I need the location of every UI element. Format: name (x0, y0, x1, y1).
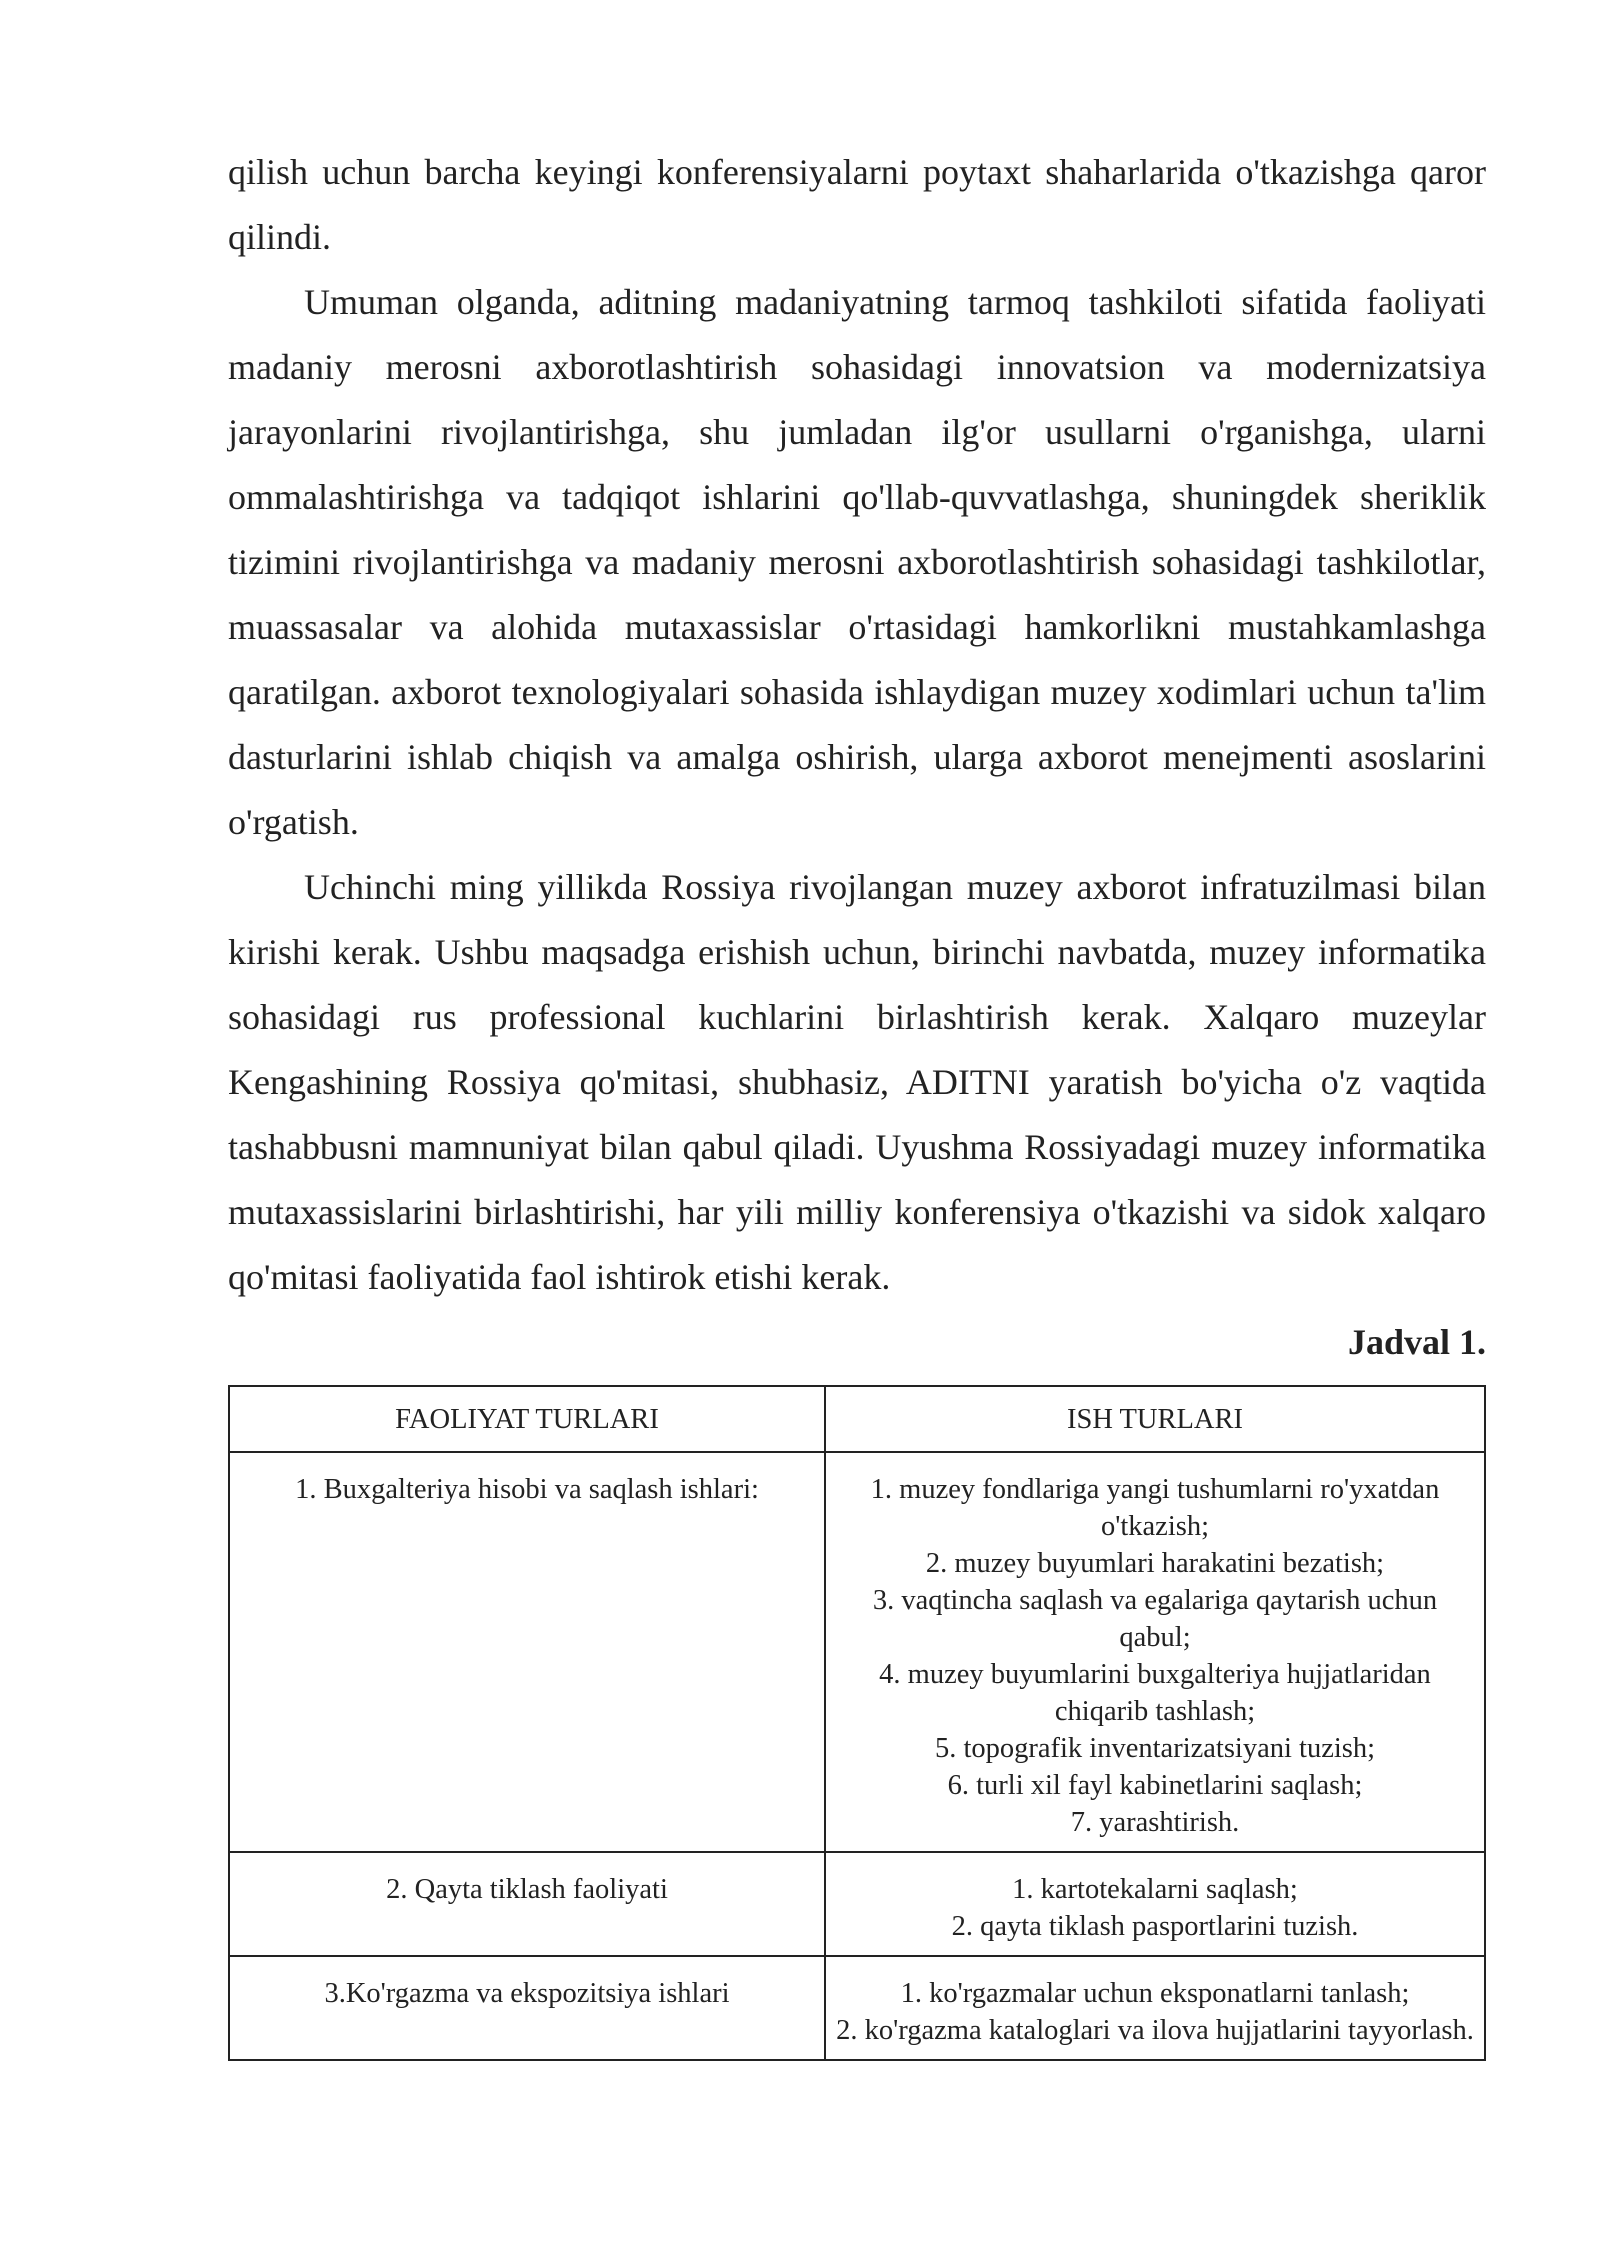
works-cell (825, 1956, 1485, 2060)
paragraph-adit-activity: Umuman olganda, aditning madaniyatning tarmoq tashkiloti sifatida faoliyati madaniy merosni axborotlashtirish sohasidagi innovatsion va modernizatsiya jarayonlarini rivojlantirishga, shu jumladan ilg'or usullarni o'rganishga, ularni ommalashtirishga va tadqiqot ishlarini qo'llab-quvvatlashga, shuningdek sheriklik tizimini rivojlantirishga va madaniy merosni axborotlashtirish sohasidagi tashkilotlar, muassasalar va alohida mutaxassislar o'rtasidagi hamkorlikni mustahkamlashga qaratilgan. axborot texnologiyalari sohasida ishlaydigan muzey xodimlari uchun ta'lim dasturlarini ishlab chiqish va amalga oshirish, ularga axborot menejmenti asoslarini o'rgatish. (228, 282, 1486, 842)
works-cell (825, 1852, 1485, 1956)
work-item: 1. muzey fondlariga yangi tushumlarni ro'yxatdan o'tkazish; (870, 1474, 1440, 1542)
work-item: 6. turli xil fayl kabinetlarini saqlash; (947, 1770, 1363, 1801)
work-item: 4. muzey buyumlarini buxgalteriya hujjatlaridan chiqarib tashlash; (879, 1659, 1431, 1727)
table-header-row (229, 1386, 1485, 1452)
work-item: 7. yarashtirish. (1070, 1807, 1240, 1838)
table-row (229, 1852, 1485, 1956)
activity-cell: 2. Qayta tiklash faoliyati (229, 1852, 825, 1956)
table-row (229, 1452, 1485, 1852)
work-item: 2. muzey buyumlari harakatini bezatish; (925, 1548, 1385, 1579)
paragraph-russia-museum-infrastructure: Uchinchi ming yillikda Rossiya rivojlangan muzey axborot infratuzilmasi bilan kirishi kerak. Ushbu maqsadga erishish uchun, birinchi navbatda, muzey informatika sohasidagi rus professional kuchlarini birlashtirish kerak. Xalqaro muzeylar Kengashining Rossiya qo'mitasi, shubhasiz, ADITNI yaratish bo'yicha o'z vaqtida tashabbusni mamnuniyat bilan qabul qiladi. Uyushma Rossiyadagi muzey informatika mutaxassislarini birlashtirishi, har yili milliy konferensiya o'tkazishi va sidok xalqaro qo'mitasi faoliyatida faol ishtirok etishi kerak. (228, 867, 1486, 1297)
activities-table (228, 1385, 1486, 2061)
works-cell (825, 1452, 1485, 1852)
work-item: 1. ko'rgazmalar uchun eksponatlarni tanlash; (900, 1978, 1410, 2009)
work-item: 2. ko'rgazma kataloglari va ilova hujjatlarini tayyorlash. (836, 2015, 1474, 2046)
paragraph-continuation: qilish uchun barcha keyingi konferensiyalarni poytaxt shaharlarida o'tkazishga qaror qilindi. (228, 152, 1486, 257)
activity-cell: 3.Ko'rgazma va ekspozitsiya ishlari (229, 1956, 825, 2060)
table-caption: Jadval 1. (1347, 1322, 1486, 1362)
table-row (229, 1956, 1485, 2060)
header-activity-types: FAOLIYAT TURLARI (229, 1386, 825, 1452)
activity-cell: 1. Buxgalteriya hisobi va saqlash ishlari: (229, 1452, 825, 1852)
work-item: 2. qayta tiklash pasportlarini tuzish. (951, 1911, 1359, 1942)
work-item: 3. vaqtincha saqlash va egalariga qaytarish uchun qabul; (872, 1585, 1438, 1653)
work-item: 1. kartotekalarni saqlash; (1012, 1874, 1298, 1905)
header-work-types: ISH TURLARI (825, 1386, 1485, 1452)
work-item: 5. topografik inventarizatsiyani tuzish; (934, 1733, 1376, 1764)
document-page (228, 140, 1486, 2061)
